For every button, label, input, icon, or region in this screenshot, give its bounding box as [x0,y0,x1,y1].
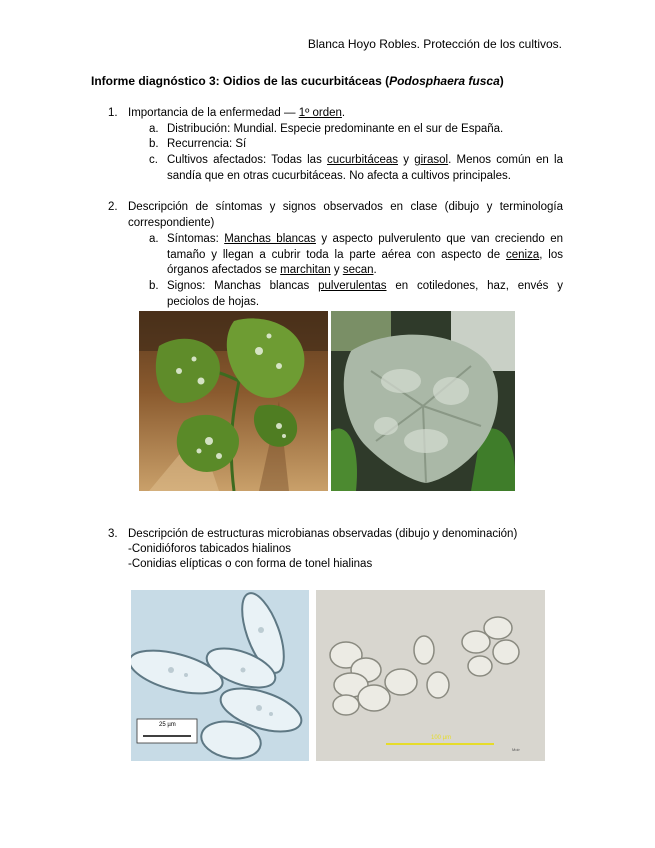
right-credit: Moir [512,747,520,752]
dry-term: secan [342,264,374,276]
sunflower-term: girasol [414,154,449,166]
page-header: Blanca Hoyo Robles. Protección de los cultivos. [307,37,562,51]
section-3-heading: Descripción de estructuras microbianas observadas (dibujo y denominación) [128,528,518,540]
powdery-term: pulverulentas [318,280,387,292]
section-1-heading-end: . [341,107,346,119]
section-3-line-2: -Conidias elípticas o con forma de tonel hialinas [128,558,373,570]
title-suffix: ) [499,74,504,88]
item-2b-marker: b. [149,280,159,292]
photo-seedling-leaves [139,311,328,491]
importance-link: 1º orden [298,107,342,119]
item-1b-marker: b. [149,138,159,150]
title-species: Podosphaera fusca [389,74,500,88]
item-1b-text: Recurrencia: Sí [167,138,247,150]
item-2b-text: Signos: Manchas blancas pulverulentas en cotiledones, haz, envés y peciolos de hojas. [167,280,563,308]
ash-term: ceniza [505,248,540,261]
section-1-heading [128,106,345,122]
item-2a-text: Síntomas: Manchas blancas y aspecto pulverulento que van creciendo en tamaño y llegan a cubrir toda la parte aérea con aspecto de ceniza, los órganos afectados se marchitan y secan. [167,233,563,276]
item-1c-text: Cultivos afectados: Todas las cucurbitáceas y girasol. Menos común en la sandía que en otras cucurbitáceas. No afecta a cultivos principales. [167,154,563,182]
section-1-number: 1. [108,107,118,119]
report-title [91,74,504,90]
micrograph-barrel-conidia [316,590,545,761]
section-2-number: 2. [108,201,118,213]
item-1a-marker: a. [149,123,159,135]
section-3-line-1: -Conidióforos tabicados hialinos [128,543,292,555]
item-1c-marker: c. [149,154,158,166]
white-spots-term: Manchas blancas [224,233,316,245]
photo-powdery-leaf [331,311,515,491]
title-prefix: Informe diagnóstico 3: Oidios de las cucurbitáceas ( [91,74,390,88]
section-3-number: 3. [108,528,118,540]
left-scale-label: 25 µm [159,722,176,728]
cucurbit-term: cucurbitáceas [327,154,399,166]
right-scale-label: 100 µm [431,735,452,741]
wilt-term: marchitan [280,264,331,276]
micrograph-elongated-conidia [131,590,309,761]
item-1a-text: Distribución: Mundial. Especie predominante en el sur de España. [167,123,504,135]
section-1-heading-text: Importancia de la enfermedad — [128,107,299,119]
section-2-heading: Descripción de síntomas y signos observados en clase (dibujo y terminología correspondiente) [128,201,563,229]
item-2a-marker: a. [149,233,159,245]
